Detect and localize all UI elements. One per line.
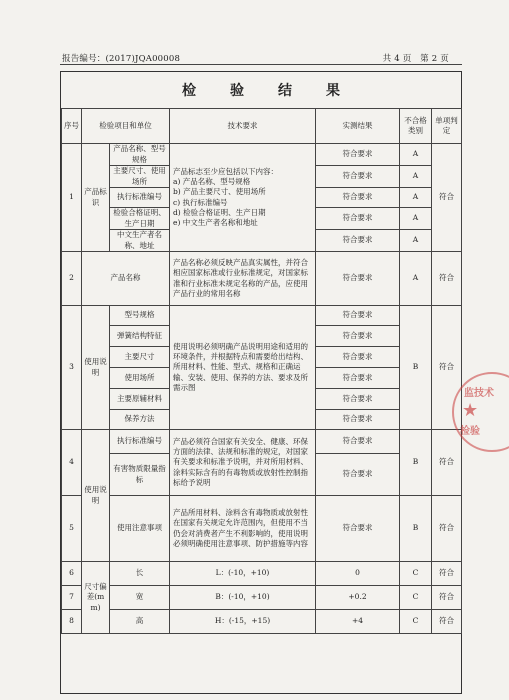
col-result: 实测结果 (316, 109, 400, 144)
sub-item: 主要尺寸 (110, 347, 170, 368)
seal-star-icon: ★ (462, 400, 479, 421)
verdict-cell: 符合 (432, 586, 462, 610)
result-cell: 符合要求 (316, 496, 400, 562)
tech-cell: H：(-15，+15) (170, 610, 316, 634)
seq-cell: 3 (62, 306, 82, 430)
tech-cell: 产品名称必须反映产品真实属性，并符合相应国家标准或行业标准规定，对国家标准和行业标准未规定名称的产品，应使用产品行业的常用名称 (170, 252, 316, 306)
table-row (62, 144, 462, 166)
category-cell: A (400, 208, 432, 230)
sub-item: 保养方法 (110, 410, 170, 430)
result-cell: 符合要求 (316, 368, 400, 389)
category-cell: B (400, 496, 432, 562)
verdict-cell: 符合 (432, 430, 462, 496)
sub-item: 高 (110, 610, 170, 634)
col-tech: 技术要求 (170, 109, 316, 144)
table-header (62, 109, 462, 144)
category-cell: C (400, 610, 432, 634)
verdict-cell: 符合 (432, 610, 462, 634)
group-cell: 尺寸偏差(mm) (82, 562, 110, 634)
tech-cell: 使用说明必须明确产品说明用途和适用的环境条件，并根据特点和需要给出结构、所用材料、性能、型式、规格和正确运输、安装、使用、保养的方法、要求及所需示图 (170, 306, 316, 430)
table-row (62, 306, 462, 326)
table-row (62, 430, 462, 454)
category-cell: A (400, 144, 432, 166)
category-cell: B (400, 430, 432, 496)
verdict-cell: 符合 (432, 496, 462, 562)
results-frame (60, 71, 462, 694)
result-cell: 符合要求 (316, 306, 400, 326)
table-row (62, 496, 462, 562)
result-cell: 符合要求 (316, 230, 400, 252)
verdict-cell: 符合 (432, 252, 462, 306)
sub-item: 型号规格 (110, 306, 170, 326)
result-cell: 符合要求 (316, 326, 400, 347)
category-cell: C (400, 562, 432, 586)
sub-item: 使用场所 (110, 368, 170, 389)
seq-cell: 8 (62, 610, 82, 634)
verdict-cell: 符合 (432, 144, 462, 252)
result-cell: 符合要求 (316, 454, 400, 496)
result-cell: 符合要求 (316, 389, 400, 410)
category-cell: B (400, 306, 432, 430)
sub-item: 产品名称、型号规格 (110, 144, 170, 166)
result-cell: 0 (316, 562, 400, 586)
result-cell: +0.2 (316, 586, 400, 610)
results-table (61, 108, 462, 634)
result-cell: 符合要求 (316, 430, 400, 454)
category-cell: A (400, 252, 432, 306)
table-row (62, 586, 462, 610)
category-cell: C (400, 586, 432, 610)
page-info: 共 4 页 第 2 页 (382, 54, 449, 64)
group-cell: 产品标识 (82, 144, 110, 252)
verdict-cell: 符合 (432, 562, 462, 586)
tech-cell: 产品标志至少应包括以下内容： a) 产品名称、型号规格 b) 产品主要尺寸、使用场所 c) 执行标准编号 d) 检验合格证明、生产日期 e) 中文生产者名称和地址 (170, 144, 316, 252)
col-item: 检验项目和单位 (82, 109, 170, 144)
sub-item: 宽 (110, 586, 170, 610)
sub-item: 弹簧结构特征 (110, 326, 170, 347)
col-seq: 序号 (62, 109, 82, 144)
result-cell: 符合要求 (316, 166, 400, 188)
group-cell: 使用说明 (82, 306, 110, 430)
sub-item: 长 (110, 562, 170, 586)
seal-text-bottom: 检验 (460, 426, 480, 437)
header-rule (60, 64, 462, 65)
table-row (62, 610, 462, 634)
sub-item: 使用注意事项 (110, 496, 170, 562)
tech-cell: 产品必须符合国家有关安全、健康、环保方面的法律、法规和标准的规定，对国家有关要求和标准予说明，并对所用材料、涂料实际含有的有毒物质或放射性控制指标给予说明 (170, 430, 316, 496)
sub-item: 中文生产者名称、地址 (110, 230, 170, 252)
table-row (62, 562, 462, 586)
sub-item: 执行标准编号 (110, 188, 170, 208)
col-verdict: 单项判定 (432, 109, 462, 144)
category-cell: A (400, 188, 432, 208)
seq-cell: 2 (62, 252, 82, 306)
seq-cell: 4 (62, 430, 82, 496)
seq-cell: 1 (62, 144, 82, 252)
sub-item: 产品名称 (82, 252, 170, 306)
result-cell: +4 (316, 610, 400, 634)
result-cell: 符合要求 (316, 252, 400, 306)
seq-cell: 6 (62, 562, 82, 586)
category-cell: A (400, 166, 432, 188)
result-cell: 符合要求 (316, 188, 400, 208)
result-cell: 符合要求 (316, 208, 400, 230)
sub-item: 有害物质限量指标 (110, 454, 170, 496)
seq-cell: 5 (62, 496, 82, 562)
sub-item: 执行标准编号 (110, 430, 170, 454)
sub-item: 主要原辅材料 (110, 389, 170, 410)
sub-item: 主要尺寸、使用场所 (110, 166, 170, 188)
group-cell: 使用说明 (82, 430, 110, 562)
col-category: 不合格类别 (400, 109, 432, 144)
tech-cell: L：(-10，+10) (170, 562, 316, 586)
result-cell: 符合要求 (316, 144, 400, 166)
table-row (62, 252, 462, 306)
sub-item: 检验合格证明、生产日期 (110, 208, 170, 230)
result-cell: 符合要求 (316, 410, 400, 430)
result-cell: 符合要求 (316, 347, 400, 368)
seq-cell: 7 (62, 586, 82, 610)
page-title: 检验结果 (182, 83, 374, 99)
category-cell: A (400, 230, 432, 252)
verdict-cell: 符合 (432, 306, 462, 430)
report-number: 报告编号：(2017)JQA00008 (62, 54, 181, 64)
tech-cell: 产品所用材料、涂料含有毒物质或放射性在国家有关规定允许范围内，但使用不当仍会对消费者产生不利影响的，使用说明必须明确使用注意事项、防护措施等内容 (170, 496, 316, 562)
tech-cell: B：(-10，+10) (170, 586, 316, 610)
seal-text-top: 监技术 (464, 388, 494, 399)
